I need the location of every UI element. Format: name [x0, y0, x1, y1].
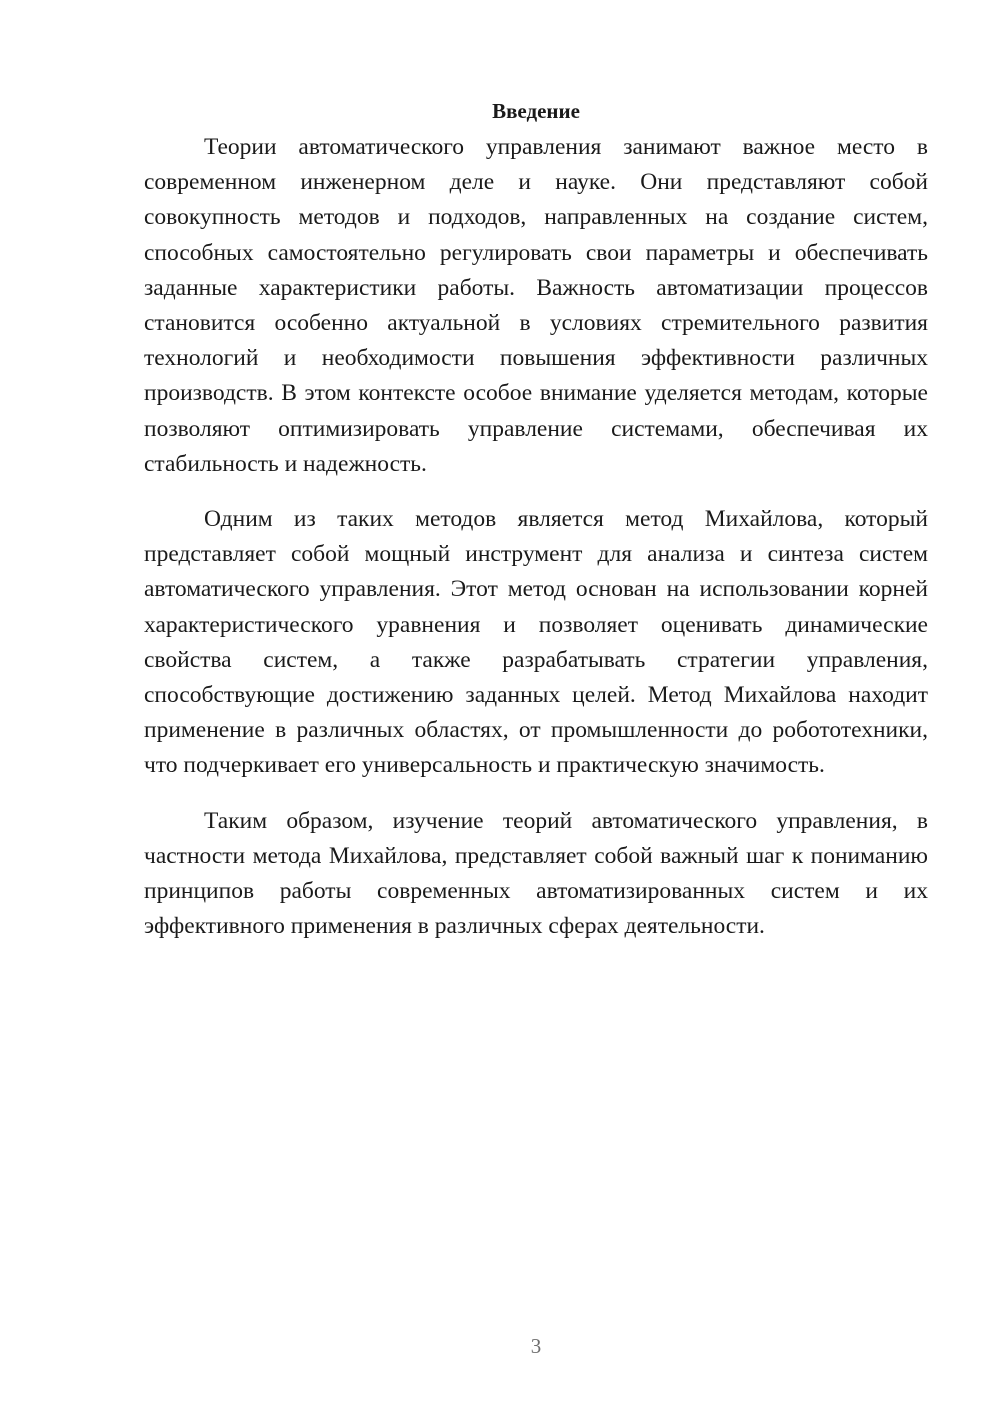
section-heading: Введение [492, 99, 580, 123]
page-content [144, 96, 928, 964]
paragraph-mikhailov-method: Одним из таких методов является метод Михайлова, который представляет собой мощный инструмент для анализа и синтеза систем автоматического управления. Этот метод основан на использовании корней характеристического уравнения и позволяет оценивать динамические свойства систем, а также разрабатывать стратегии управления, способствующие достижению заданных целей. Метод Михайлова находит применение в различных областях, от промышленности до робототехники, что подчеркивает его универсальность и практическую значимость. [144, 506, 928, 779]
paragraph-conclusion: Таким образом, изучение теорий автоматического управления, в частности метода Михайлова, представляет собой важный шаг к пониманию принципов работы современных автоматизированных систем и их эффективного применения в различных сферах деятельности. [144, 807, 928, 940]
paragraph-intro: Теории автоматического управления занимают важное место в современном инженерном деле и науке. Они представляют собой совокупность методов и подходов, направленных на создание систем, способных самостоятельно регулировать свои параметры и обеспечивать заданные характеристики работы. Важность автоматизации процессов становится особенно актуальной в условиях стремительного развития технологий и необходимости повышения эффективности различных производств. В этом контексте особое внимание уделяется методам, которые позволяют оптимизировать управление системами, обеспечивая их стабильность и надежность. [144, 134, 928, 477]
page-number: 3 [530, 1334, 542, 1358]
